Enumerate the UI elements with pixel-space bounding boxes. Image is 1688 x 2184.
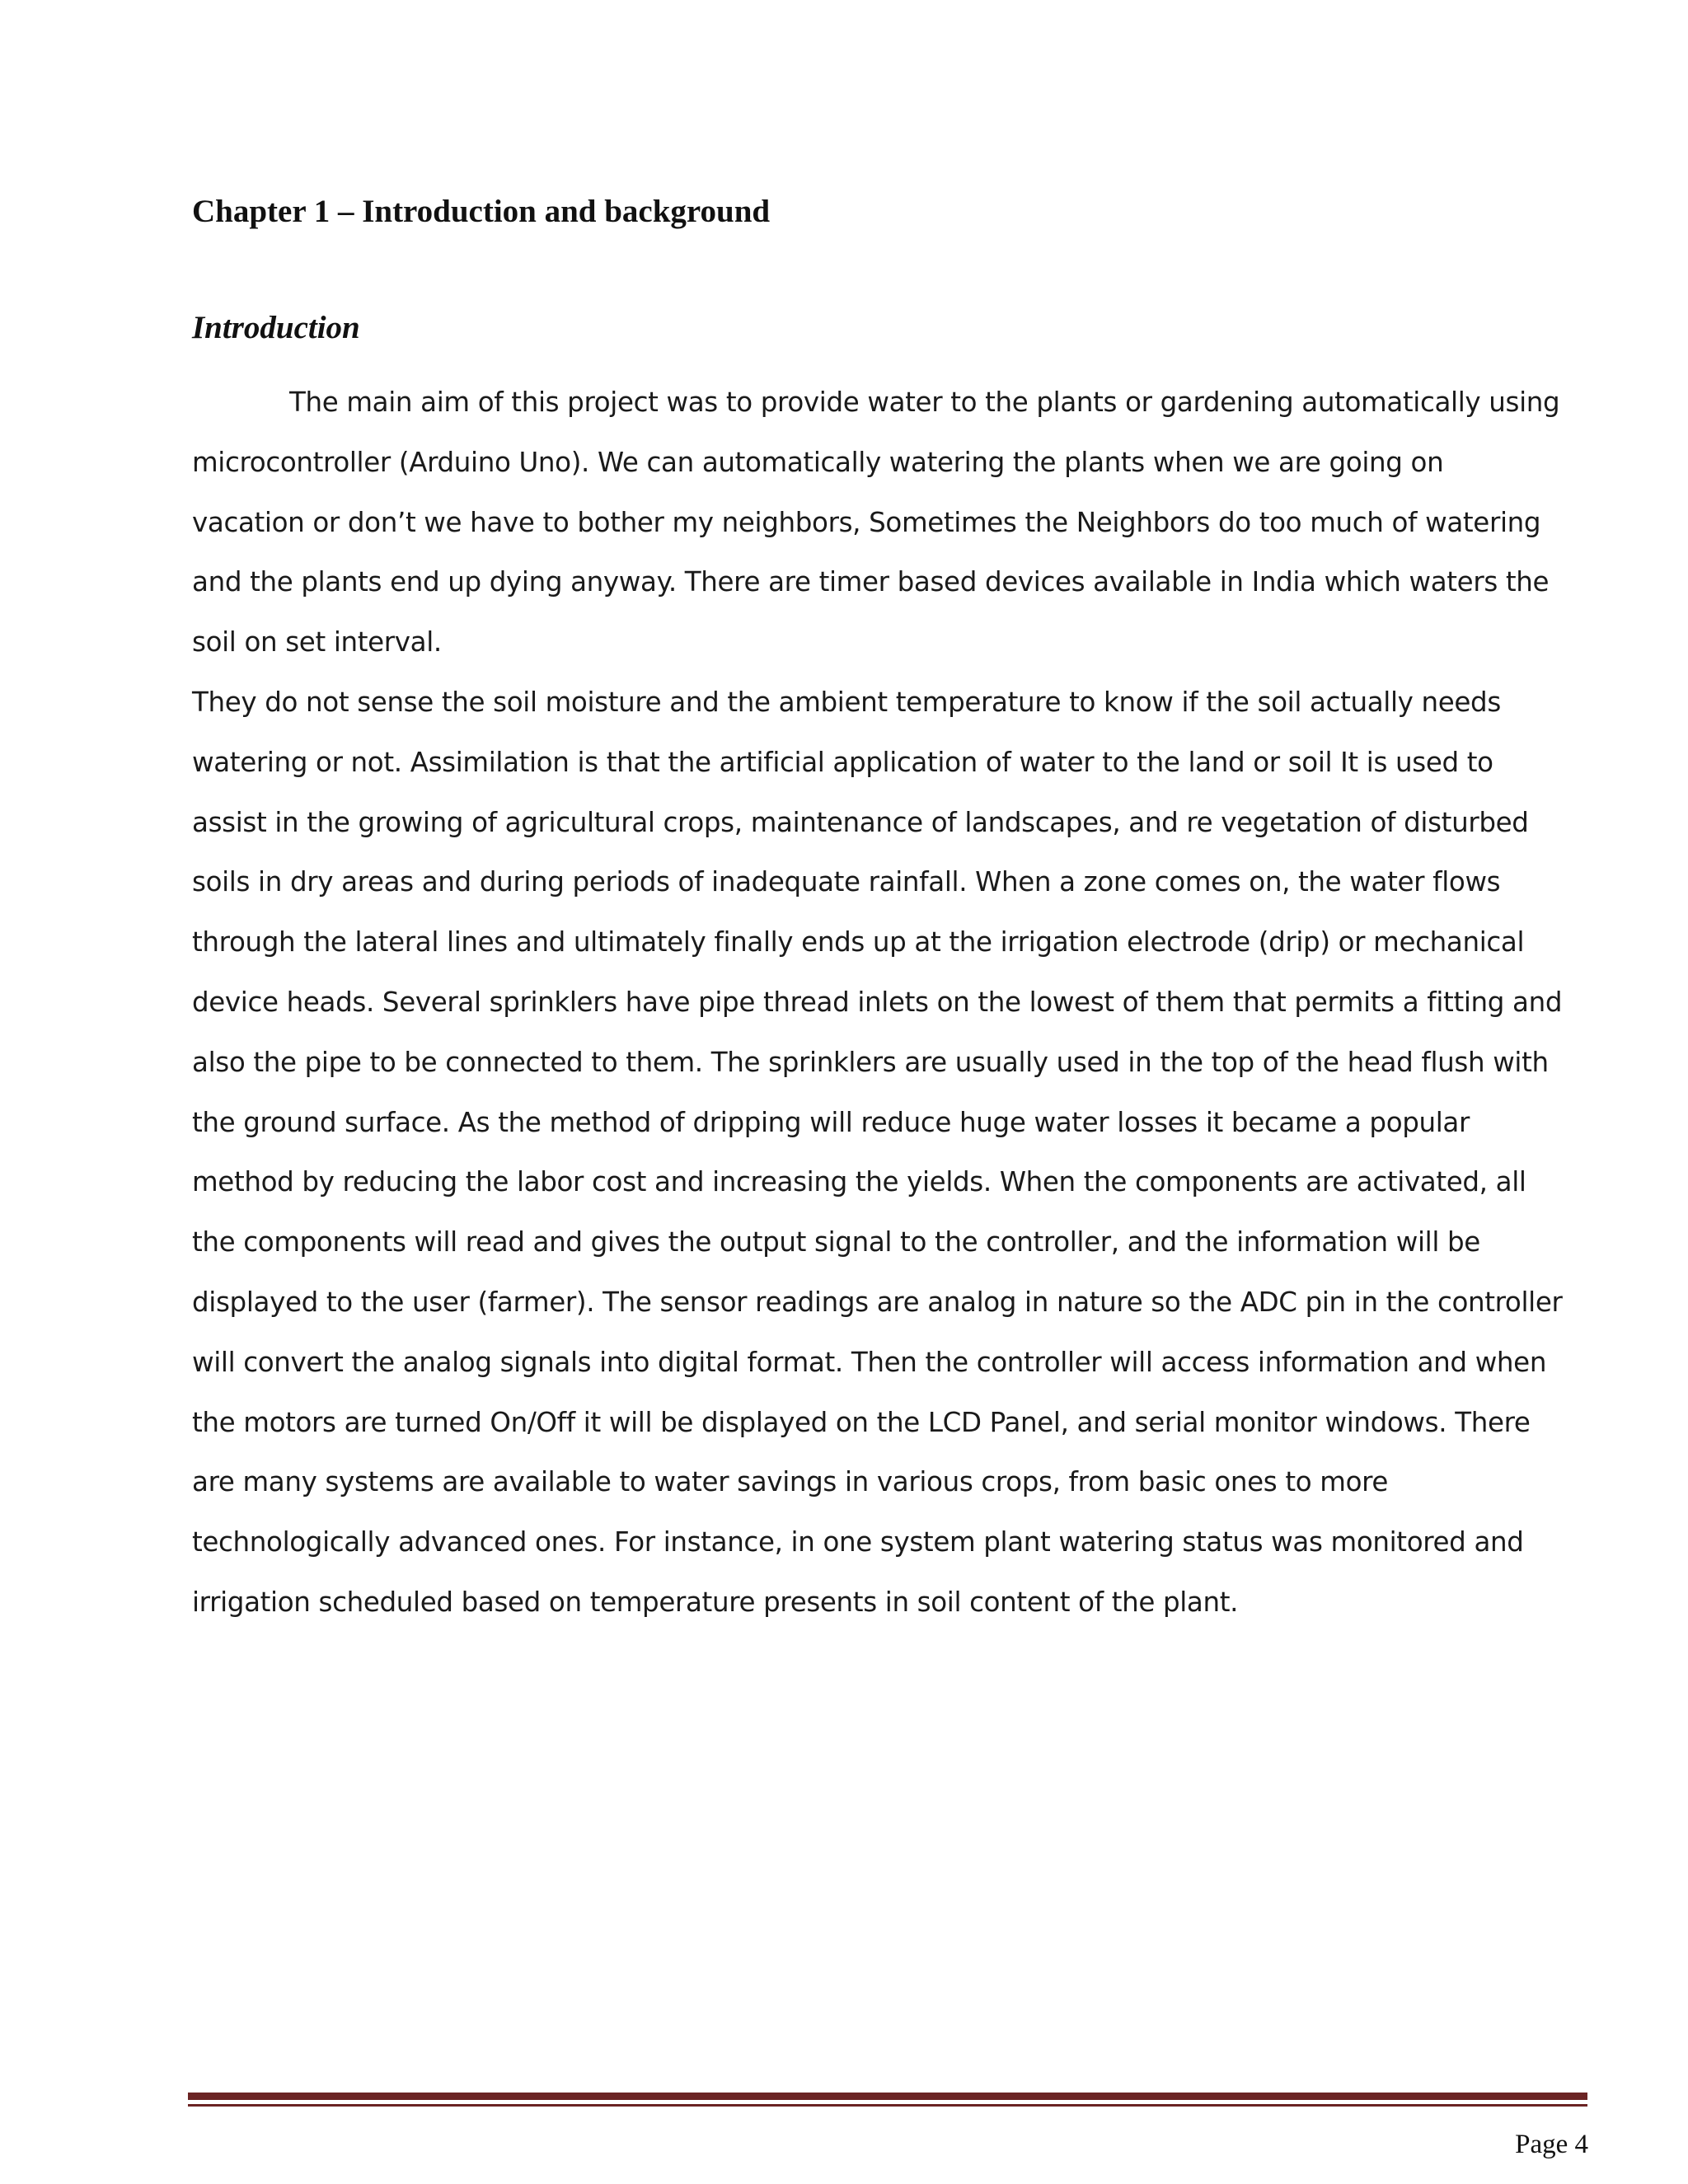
text-line: irrigation scheduled based on temperature presents in soil content of the plant. bbox=[192, 1586, 1239, 1618]
chapter-title: Chapter 1 – Introduction and background bbox=[192, 194, 771, 229]
footer-divider-thin bbox=[188, 2104, 1587, 2107]
text-line: assist in the growing of agricultural crops, maintenance of landscapes, and re vegetation of disturbed bbox=[192, 806, 1529, 838]
paragraph-1 bbox=[192, 373, 1585, 673]
text-line: The main aim of this project was to provide water to the plants or gardening automatically using bbox=[289, 387, 1560, 418]
text-line: device heads. Several sprinklers have pipe thread inlets on the lowest of them that permits a fitting and bbox=[192, 986, 1563, 1018]
text-line: soil on set interval. bbox=[192, 626, 442, 658]
text-line: watering or not. Assimilation is that the artificial application of water to the land or soil It is used to bbox=[192, 746, 1493, 778]
text-line: are many systems are available to water savings in various crops, from basic ones to more bbox=[192, 1466, 1389, 1498]
text-line: the motors are turned On/Off it will be displayed on the LCD Panel, and serial monitor windows. There bbox=[192, 1406, 1531, 1438]
text-line: and the plants end up dying anyway. There are timer based devices available in India which waters the bbox=[192, 566, 1550, 598]
text-line: the ground surface. As the method of dripping will reduce huge water losses it became a popular bbox=[192, 1106, 1470, 1138]
text-line: microcontroller (Arduino Uno). We can automatically watering the plants when we are going on bbox=[192, 446, 1444, 478]
text-line: also the pipe to be connected to them. The sprinklers are usually used in the top of the head flush with bbox=[192, 1046, 1549, 1078]
text-line: method by reducing the labor cost and increasing the yields. When the components are activated, all bbox=[192, 1166, 1526, 1198]
paragraph-2 bbox=[192, 673, 1585, 1633]
text-line: will convert the analog signals into digital format. Then the controller will access information and when bbox=[192, 1346, 1547, 1378]
page-number: Page 4 bbox=[1515, 2130, 1588, 2159]
text-line: displayed to the user (farmer). The sensor readings are analog in nature so the ADC pin in the controller bbox=[192, 1286, 1563, 1318]
body-text bbox=[192, 373, 1585, 1633]
text-line: through the lateral lines and ultimately finally ends up at the irrigation electrode (drip) or mechanical bbox=[192, 926, 1525, 958]
text-line: technologically advanced ones. For instance, in one system plant watering status was monitored and bbox=[192, 1526, 1524, 1558]
text-line: vacation or don’t we have to bother my neighbors, Sometimes the Neighbors do too much of watering bbox=[192, 506, 1541, 538]
footer-divider-thick bbox=[188, 2093, 1587, 2100]
text-line: They do not sense the soil moisture and the ambient temperature to know if the soil actually needs bbox=[192, 686, 1501, 718]
text-line: soils in dry areas and during periods of inadequate rainfall. When a zone comes on, the water flows bbox=[192, 866, 1501, 898]
text-line: the components will read and gives the output signal to the controller, and the information will be bbox=[192, 1226, 1480, 1258]
section-title: Introduction bbox=[192, 310, 360, 345]
